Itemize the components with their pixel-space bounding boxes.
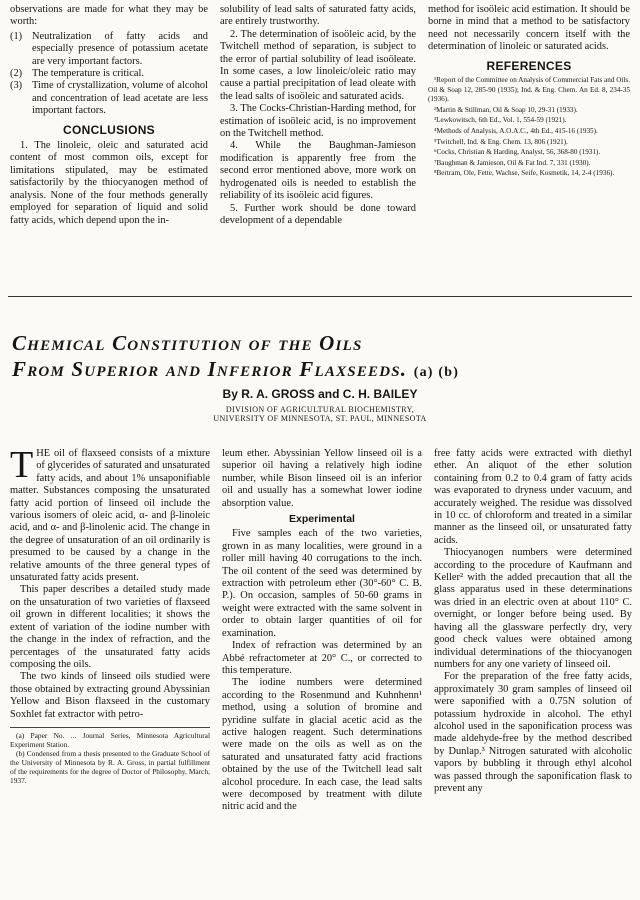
footnotes (10, 727, 210, 785)
article-column-1 (10, 448, 210, 900)
section-divider (8, 296, 632, 297)
references-heading: REFERENCES (486, 58, 572, 73)
drop-cap: T (10, 448, 34, 486)
authors: By R. A. GROSS and C. H. BAILEY (222, 387, 418, 401)
article-col1-p3: The two kinds of linseed oils studied were those obtained by extracting ground Abyssinian Yellow and Bison flaxseed in the customary Soxhlet fat extractor with petro- (10, 671, 210, 720)
conclusion-2: 2. The determination of isoöleic acid, by the Twitchell method of separation, is subject to the error of partial solubility of lead isoöleate. In some cases, a low linoleic/oleic ratio may cause a partial precipitation of lead oleate with the lead salts of isoöleic and saturated acids. (220, 28, 416, 102)
reference-item: ⁵Twitchell, Ind. & Eng. Chem. 13, 806 (1921). (434, 137, 568, 146)
conditions-list (10, 31, 208, 118)
experimental-heading: Experimental (289, 513, 355, 526)
article-col2-p3: Index of refraction was determined by an Abbé refractometer at 20° C., or corrected to this temperature. (222, 640, 422, 676)
affiliation-line-2: UNIVERSITY OF MINNESOTA, ST. PAUL, MINNESOTA (213, 414, 427, 423)
conclusion-4: 4. While the Baughman-Jamieson modification is apparently free from the second error mentioned above, more work on hydrogenated oils is needed to establish the reliability of its isoöleic acid figures. (220, 140, 416, 202)
reference-item: ²Martin & Stillman, Oil & Soap 10, 29-31 (1933). (434, 105, 578, 114)
article-col1-p1: THE oil of flaxseed consists of a mixture of glycerides of saturated and unsaturated fatty acids, and about 1% unsaponifiable matter. Substances composing the unsaturated fatty acid portion of linseed oil include the various isomers of oleic acid, α- and β-linoleic acid, and α- and β-linolenic acid. The change in the degree of unsaturation of an oil ordinarily is presumed to be caused by a change in the relative amounts of the three general types of unsaturated fatty acids present. (10, 448, 210, 584)
article-column-2 (222, 448, 422, 900)
top-col2-p1: solubility of lead salts of saturated fatty acids, are entirely trustworthy. (220, 4, 416, 28)
top-column-2 (220, 4, 416, 268)
article-col2-p2: Five samples each of the two varieties, grown in as many localities, were ground in a roller mill having 40 corrugations to the inch. The oil content of the seed was determined by extraction with petroleum ether (30°-60° C. B. P.). On occasion, samples of 50-60 grams in weight were extracted with the same solvent in order to obtain larger quantities of oil for examination. (222, 528, 422, 639)
conclusions-heading: CONCLUSIONS (63, 122, 155, 137)
footnote-a: (a) Paper No. ... Journal Series, Minnesota Agricultural Experiment Station. (10, 730, 210, 749)
reference-item: ⁷Baughman & Jamieson, Oil & Fat Ind. 7, 331 (1930). (434, 158, 591, 167)
article-col3-p3: For the preparation of the free fatty acids, approximately 30 gram samples of linseed oil were saponified with a 0.75N solution of potassium hydroxide in alcohol. The ethyl alcohol used in the saponification process was made aldehyde-free by the method described by Dunlap.³ Nitrogen saturated with alcoholic vapors by bubbling it through ethyl alcohol was passed through the saponification flask to prevent any (434, 671, 632, 794)
article-col2-p1: leum ether. Abyssinian Yellow linseed oil is a superior oil having a relatively high iodine number, while Bison linseed oil is an inferior oil and usually has a somewhat lower iodine absorption value. (222, 448, 422, 509)
conclusion-1: 1. The linoleic, oleic and saturated acid content of most common oils, except for limitations stipulated, may be estimated satisfactorily by the thiocyanogen method of analysis. None of the four methods generally employed for separation of liquid and solid fatty acids, which depend upon the in- (10, 140, 208, 226)
article-col1-p2: This paper describes a detailed study made on the unsaturation of two varieties of flaxseed oil grown in different localities; it shows the extent of variation of the iodine number with the change in the index of refraction, and the percentages of the unsaturated fatty acids composing the oils. (10, 584, 210, 670)
conclusion-5: 5. Further work should be done toward development of a dependable (220, 202, 416, 226)
condition-item: (2) The temperature is critical. (10, 68, 144, 80)
top-column-1 (10, 4, 208, 268)
reference-item: ⁶Cocks, Christian & Harding, Analyst, 56, 368-80 (1931). (434, 148, 601, 157)
title-line-1: Chemical Constitution of the Oils (12, 331, 363, 355)
conclusion-3: 3. The Cocks-Christian-Harding method, for estimation of isoöleic acid, is no improvement on the Twitchell method. (220, 103, 416, 140)
condition-item: (3) Time of crystallization, volume of alcohol and concentration of lead acetate are less important factors. (10, 80, 208, 117)
title-footnote-marks: (a) (b) (413, 365, 460, 380)
top-col1-intro: observations are made for what they may be worth: (10, 4, 208, 28)
affiliation (0, 405, 640, 423)
references-list (428, 76, 630, 179)
condition-item: (1) Neutralization of fatty acids and especially presence of potassium acetate are very important factors. (10, 30, 208, 67)
article-col2-p4: The iodine numbers were determined according to the Rosenmund and Kuhnhenn¹ method, using a solution of bromine and pyridine sulfate in glacial acetic acid as the active halogen reagent. Such determinations were made on the oils as well as on the saturated and unsaturated fatty acid fractions obtained by the use of the Twitchell lead salt alcohol procedure. In each case, the lead salts were decomposed by treatment with dilute nitric acid and the (222, 677, 422, 813)
article-col3-p2: Thiocyanogen numbers were determined according to the procedure of Kaufmann and Keller² with the added precaution that all the glass apparatus used in these determinations was dried in an electric oven at about 110° C. overnight, or longer before being used. By having all the glassware perfectly dry, very good check values were obtained among individual determinations of the thiocyanogen numbers for any one variety of linseed oil. (434, 547, 632, 670)
reference-item: ¹Report of the Committee on Analysis of Commercial Fats and Oils. Oil & Soap 12, 285-90 (1935); Ind. & Eng. Chem. An Ed. 8, 234-35 (1936). (428, 76, 630, 104)
title-line-2: From Superior and Inferior Flaxseeds. (a) (b) (12, 357, 460, 381)
affiliation-line-1: DIVISION OF AGRICULTURAL BIOCHEMISTRY, (225, 405, 415, 414)
article-col3-p1: free fatty acids were extracted with diethyl ether. An aliquot of the ether solution containing from 0.2 to 0.4 gram of fatty acids was evaporated to dryness under vacuum, and accurately weighed. The residue was dissolved in 10 cc. of chloroform and treated in a similar manner as the linseed oil, or unsaturated fatty acids. (434, 448, 632, 546)
article-title (12, 330, 628, 386)
footnote-b: (b) Condensed from a thesis presented to the Graduate School of the University of Minnesota by R. A. Gross, in partial fulfillment of the requirements for the degree of Doctor of Philosophy, March, 1937. (10, 748, 210, 785)
reference-item: ³Lewkowitsch, 6th Ed., Vol. 1, 554-59 (1921). (434, 116, 567, 125)
reference-item: ⁴Methods of Analysis, A.O.A.C., 4th Ed., 415-16 (1935). (434, 127, 598, 135)
article-column-3 (434, 448, 632, 900)
top-col3-p1: method for isoöleic acid estimation. It should be borne in mind that a method to be satisfactory need not necessarily concern itself with the determination of linoleic or saturated acids. (428, 4, 630, 53)
top-column-3 (428, 4, 630, 276)
reference-item: ⁸Bertram, Ole, Fette, Wachse, Seife, Kosmetik, 14, 2-4 (1936). (434, 169, 615, 178)
